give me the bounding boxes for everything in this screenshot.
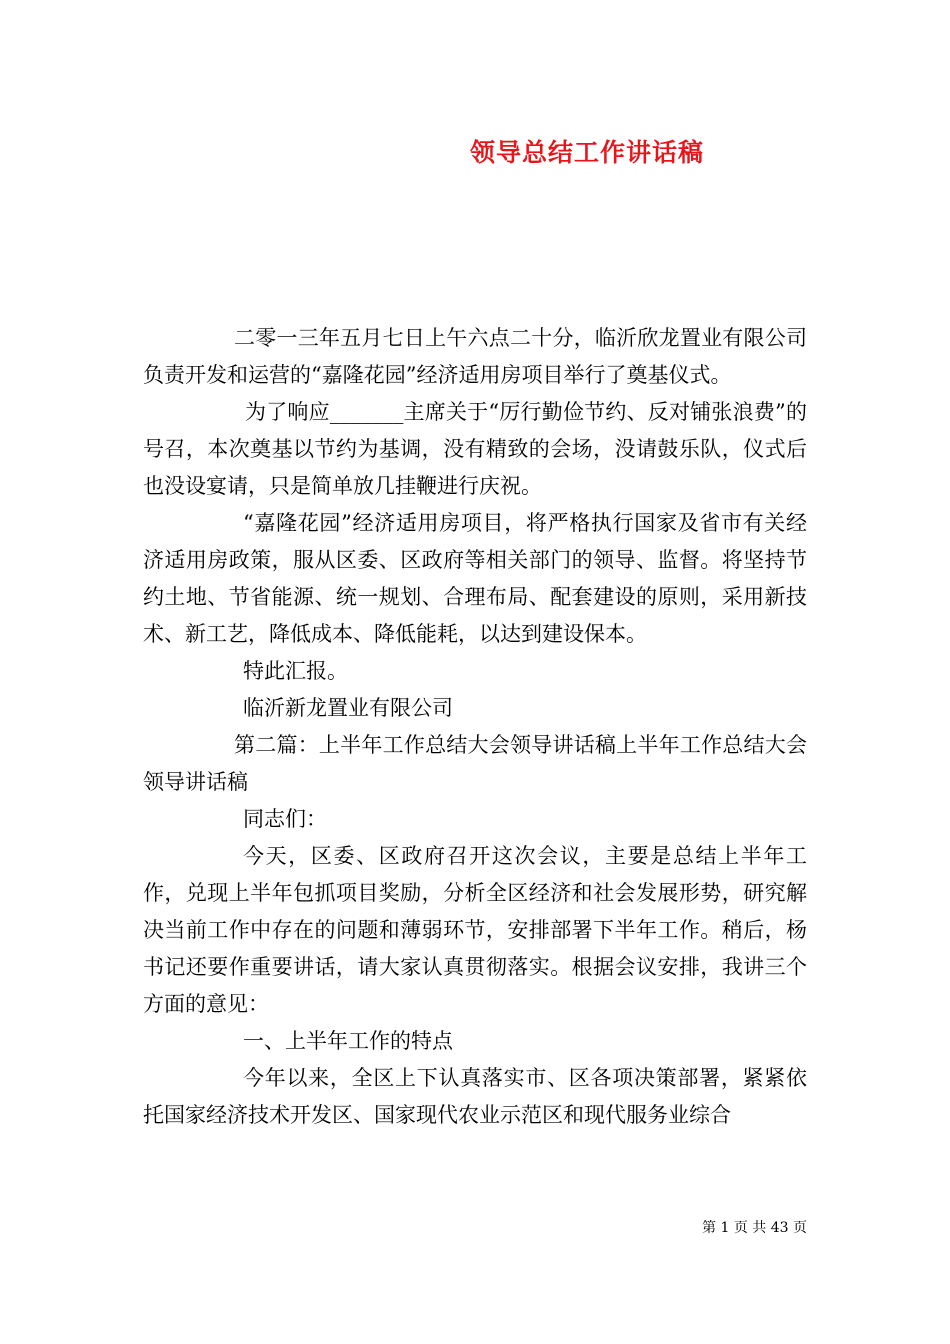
paragraph-second-article-title: 第二篇：上半年工作总结大会领导讲话稿上半年工作总结大会领导讲话稿 xyxy=(143,733,807,794)
paragraph-report-closing: 特此汇报。 xyxy=(243,659,348,683)
paragraph-project-policy: “嘉隆花园”经济适用房项目，将严格执行国家及省市有关经济适用房政策，服从区委、区政府等相关部门的领导、监督。将坚持节约土地、节省能源、统一规划、合理布局、配套建设的原则，采用新技术、新工艺，降低成本、降低能耗，以达到建设保本。 xyxy=(143,511,807,646)
paragraph-company-signature: 临沂新龙置业有限公司 xyxy=(243,696,453,720)
paragraph-frugality: 为了响应_______主席关于“厉行勤俭节约、反对铺张浪费”的号召，本次奠基以节约为基调，没有精致的会场，没请鼓乐队，仪式后也没设宴请，只是简单放几挂鞭进行庆祝。 xyxy=(143,400,807,498)
paragraph-meeting-intro: 今天，区委、区政府召开这次会议，主要是总结上半年工作，兑现上半年包抓项目奖励，分析全区经济和社会发展形势，研究解决当前工作中存在的问题和薄弱环节，安排部署下半年工作。稍后，杨书记还要作重要讲话，请大家认真贯彻落实。根据会议安排，我讲三个方面的意见： xyxy=(143,844,807,1016)
document-title: 领导总结工作讲话稿 xyxy=(470,138,705,167)
document-body xyxy=(143,320,807,1134)
paragraph-foundation-ceremony: 二零一三年五月七日上午六点二十分，临沂欣龙置业有限公司负责开发和运营的“嘉隆花园”经济适用房项目举行了奠基仪式。 xyxy=(143,326,807,387)
paragraph-first-half-summary: 今年以来，全区上下认真落实市、区各项决策部署，紧紧依托国家经济技术开发区、国家现代农业示范区和现代服务业综合 xyxy=(143,1066,807,1127)
page-number: 第 1 页 共 43 页 xyxy=(702,1220,807,1236)
section-heading-first-half-features: 一、上半年工作的特点 xyxy=(243,1029,453,1053)
paragraph-salutation: 同志们： xyxy=(243,807,327,831)
